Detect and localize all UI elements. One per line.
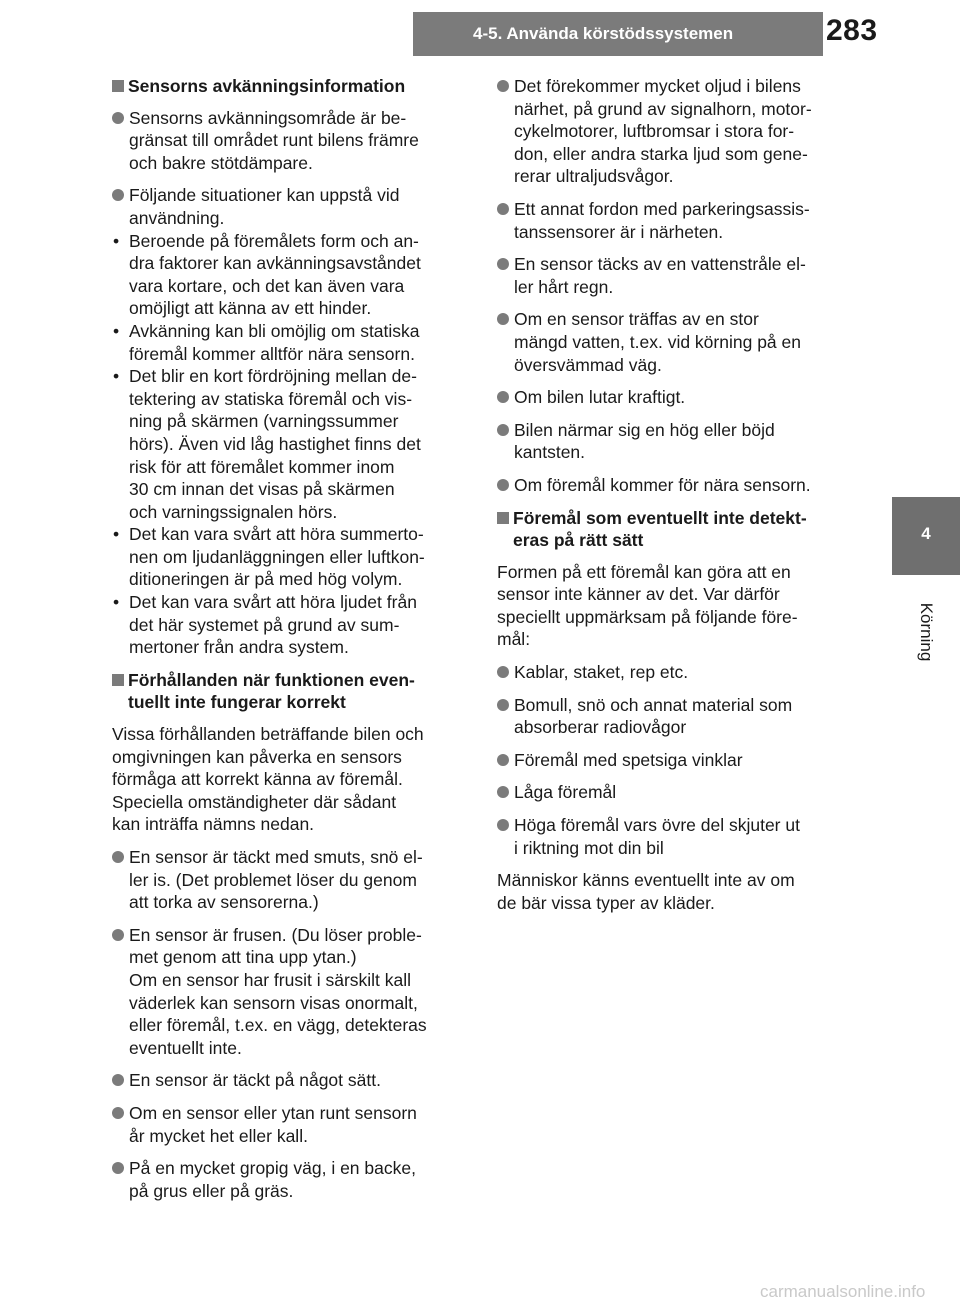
left-column [112,75,464,1212]
bullet-item: Om en sensor eller ytan runt sensorn år mycket het eller kall. [112,1102,464,1147]
bullet-item: Ett annat fordon med parkeringsassis- tanssensorer är i närheten. [497,198,855,243]
chapter-tab [892,497,960,575]
bullet-item: Om en sensor träffas av en stor mängd vatten, t.ex. vid körning på en översvämmad väg. [497,308,855,376]
bullet-item: Bomull, snö och annat material som absorberar radiovågor [497,694,855,739]
chapter-label: Körning [917,602,936,662]
bullet-item: Om föremål kommer för nära sensorn. [497,474,855,497]
bullet-item [112,184,464,229]
bullet-item: Föremål med spetsiga vinklar [497,749,855,772]
section-heading: Förhållanden när funktionen even- tuellt inte fungerar korrekt [112,669,464,714]
dash-item: • Beroende på föremålets form och an- dra faktorer kan avkänningsavståndet vara kortare, och det kan även vara omöjligt att känna av ett hinder. [112,230,464,320]
dash-item: • Avkänning kan bli omöjlig om statiska föremål kommer alltför nära sensorn. [112,320,464,365]
bullet-item: En sensor är täckt med smuts, snö el- ler is. (Det problemet löser du genom att torka av sensorerna.) [112,846,464,914]
bullet-text: Följande situationer kan uppstå vid användning. [129,185,400,228]
intro-paragraph: Formen på ett föremål kan göra att en sensor inte känner av det. Var därför speciellt uppmärksam på följande före- mål: [497,561,798,650]
bullet-item: En sensor är täckt på något sätt. [112,1069,464,1092]
bullet-item: En sensor är frusen. (Du löser proble- met genom att tina upp ytan.) Om en sensor har frusit i särskilt kall väderlek kan sensorn visas onormalt, eller föremål, t.ex. en vägg, detekteras eventuellt inte. [112,924,464,1060]
intro-paragraph: Vissa förhållanden beträffande bilen och omgivningen kan påverka en sensors förmåga att korrekt känna av föremål. Speciella omständigheter där sådant kan inträffa nämns nedan. [112,724,424,835]
bullet-item: Det förekommer mycket oljud i bilens närhet, på grund av signalhorn, motor- cykelmotorer, luftbromsar i stora for- don, eller andra starka ljud som gene- rerar ultraljudsvågor. [497,75,855,188]
bullet-item: Höga föremål vars övre del skjuter ut i riktning mot din bil [497,814,855,859]
section-heading: Föremål som eventuellt inte detekt- eras på rätt sätt [497,507,855,552]
bullet-item: Om bilen lutar kraftigt. [497,386,855,409]
chapter-label-tab [892,575,960,690]
bullet-item: Sensorns avkänningsområde är be- gränsat till området runt bilens främre och bakre stötdämpare. [112,107,464,175]
section-title: 4-5. Använda körstödssystemen [473,24,734,43]
right-column [497,75,855,924]
dash-list [112,230,464,659]
section-heading: Sensorns avkänningsinformation [112,75,464,98]
dash-item: • Det kan vara svårt att höra summerto- nen om ljudanläggningen eller luftkon- ditioneringen är på med hög volym. [112,523,464,591]
bullet-item: En sensor täcks av en vattenstråle el- ler hårt regn. [497,253,855,298]
bullet-item: På en mycket gropig väg, i en backe, på grus eller på gräs. [112,1157,464,1202]
section-header-bar [413,12,823,56]
closing-paragraph: Människor känns eventuellt inte av om de bär vissa typer av kläder. [497,870,795,913]
dash-item: • Det blir en kort fördröjning mellan de- tektering av statiska föremål och vis- ning på skärmen (varningssummer hörs). Även vid låg hastighet finns det risk för att föremålet kommer inom 30 cm innan det visas på skärmen och varningssignalen hörs. [112,365,464,523]
chapter-number: 4 [921,524,931,543]
bullet-item: Kablar, staket, rep etc. [497,661,855,684]
page-number: 283 [826,14,878,47]
bullet-item: Bilen närmar sig en hög eller böjd kantsten. [497,419,855,464]
bullet-item: Låga föremål [497,781,855,804]
watermark: carmanualsonline.info [760,1282,926,1301]
dash-item: • Det kan vara svårt att höra ljudet från det här systemet på grund av sum- mertoner från andra system. [112,591,464,659]
